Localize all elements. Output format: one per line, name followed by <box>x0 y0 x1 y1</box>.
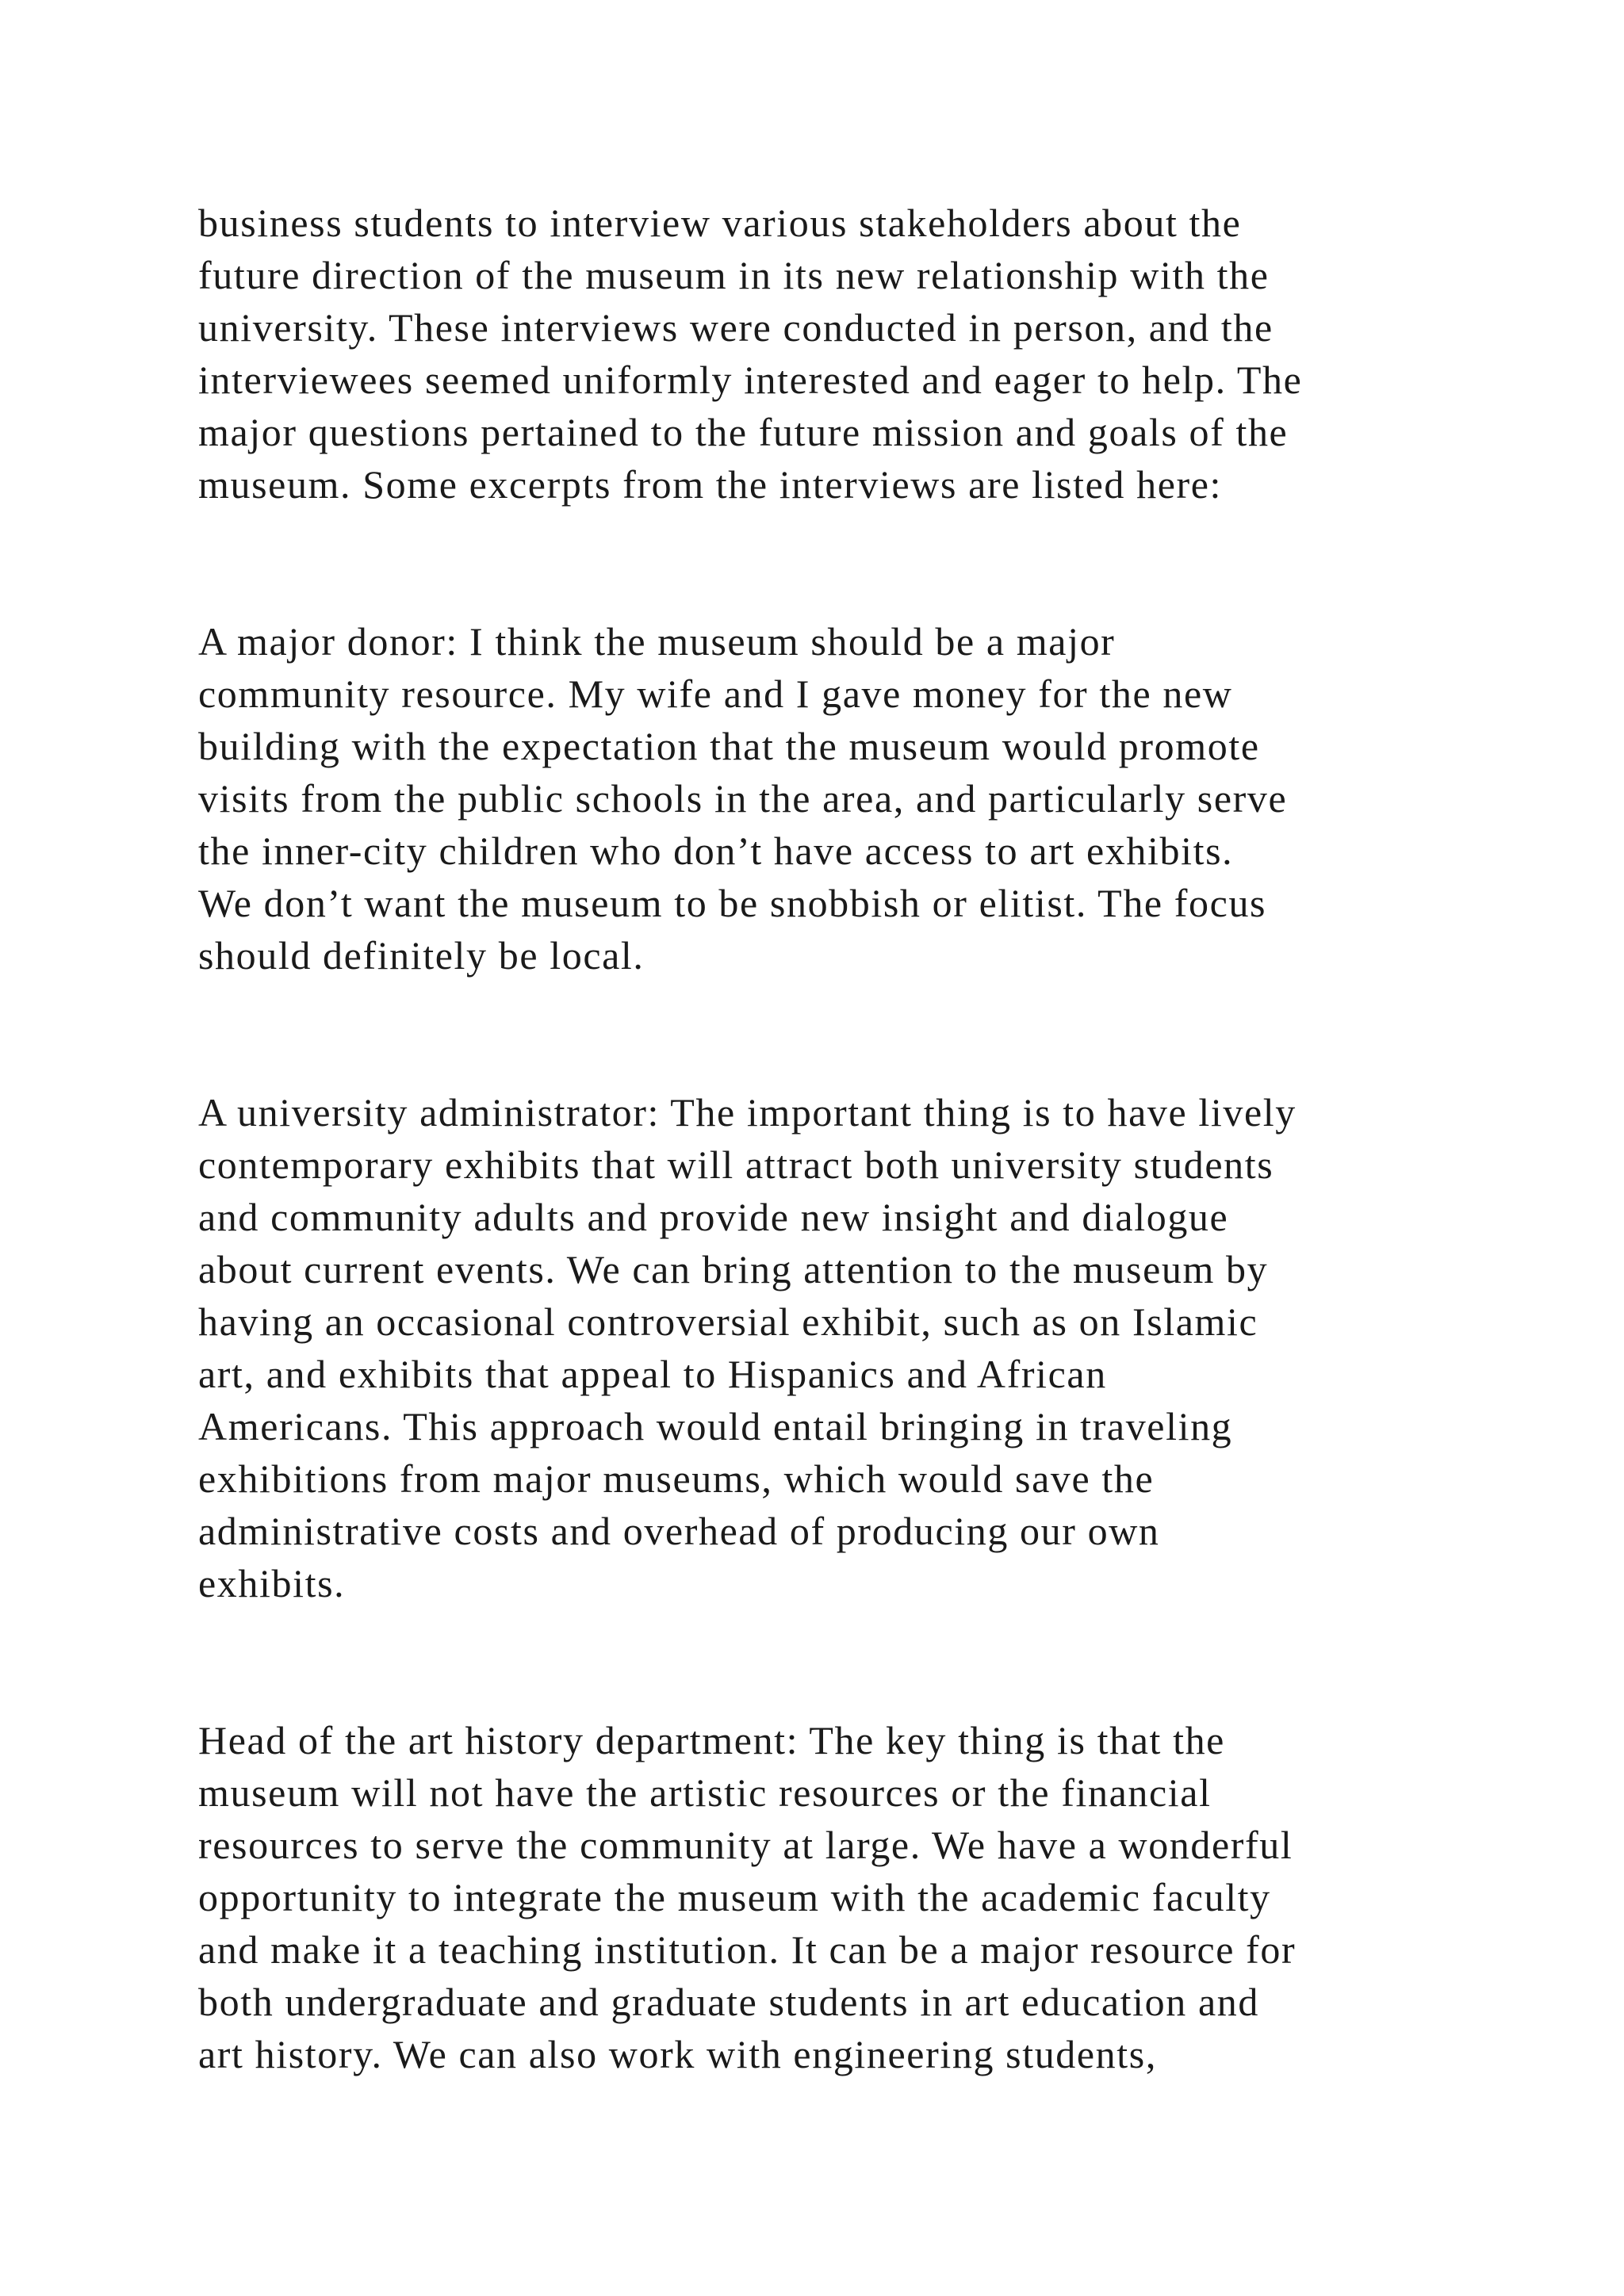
text-line: visits from the public schools in the area, and particularly serve <box>198 776 1288 821</box>
text-line: A major donor: I think the museum should be a major <box>198 619 1116 664</box>
text-line: building with the expectation that the museum would promote <box>198 724 1260 768</box>
paragraph-university-administrator <box>198 1086 1483 1609</box>
paragraph-major-donor <box>198 615 1483 982</box>
text-line: university. These interviews were conducted in person, and the <box>198 305 1274 350</box>
text-line: the inner-city children who don’t have access to art exhibits. <box>198 828 1234 873</box>
text-line: A university administrator: The important thing is to have lively <box>198 1090 1297 1135</box>
text-line: and make it a teaching institution. It can be a major resource for <box>198 1927 1297 1972</box>
text-line: about current events. We can bring attention to the museum by <box>198 1247 1269 1292</box>
text-line: exhibitions from major museums, which would save the <box>198 1456 1155 1501</box>
text-line: We don’t want the museum to be snobbish or elitist. The focus <box>198 881 1267 925</box>
text-line: museum. Some excerpts from the interviews are listed here: <box>198 462 1223 507</box>
paragraph-intro <box>198 197 1483 511</box>
text-line: both undergraduate and graduate students in art education and <box>198 1980 1259 2024</box>
text-line: future direction of the museum in its new relationship with the <box>198 253 1270 297</box>
text-line: museum will not have the artistic resources or the financial <box>198 1770 1212 1815</box>
text-line: resources to serve the community at large. We have a wonderful <box>198 1823 1293 1867</box>
text-line: major questions pertained to the future mission and goals of the <box>198 410 1289 454</box>
text-line: business students to interview various stakeholders about the <box>198 201 1242 245</box>
text-line: contemporary exhibits that will attract both university students <box>198 1142 1274 1187</box>
text-line: having an occasional controversial exhibit, such as on Islamic <box>198 1299 1258 1344</box>
text-line: administrative costs and overhead of producing our own <box>198 1509 1160 1553</box>
text-line: Americans. This approach would entail bringing in traveling <box>198 1404 1233 1448</box>
text-line: exhibits. <box>198 1561 346 1605</box>
text-line: should definitely be local. <box>198 933 645 978</box>
text-line: Head of the art history department: The key thing is that the <box>198 1718 1225 1762</box>
text-line: art history. We can also work with engineering students, <box>198 2032 1157 2076</box>
text-line: and community adults and provide new insight and dialogue <box>198 1195 1229 1239</box>
text-line: interviewees seemed uniformly interested and eager to help. The <box>198 358 1303 402</box>
text-line: community resource. My wife and I gave money for the new <box>198 672 1233 716</box>
text-line: art, and exhibits that appeal to Hispanics and African <box>198 1352 1107 1396</box>
document-body <box>198 197 1483 2185</box>
paragraph-art-history-head <box>198 1714 1483 2080</box>
text-line: opportunity to integrate the museum with the academic faculty <box>198 1875 1271 1919</box>
